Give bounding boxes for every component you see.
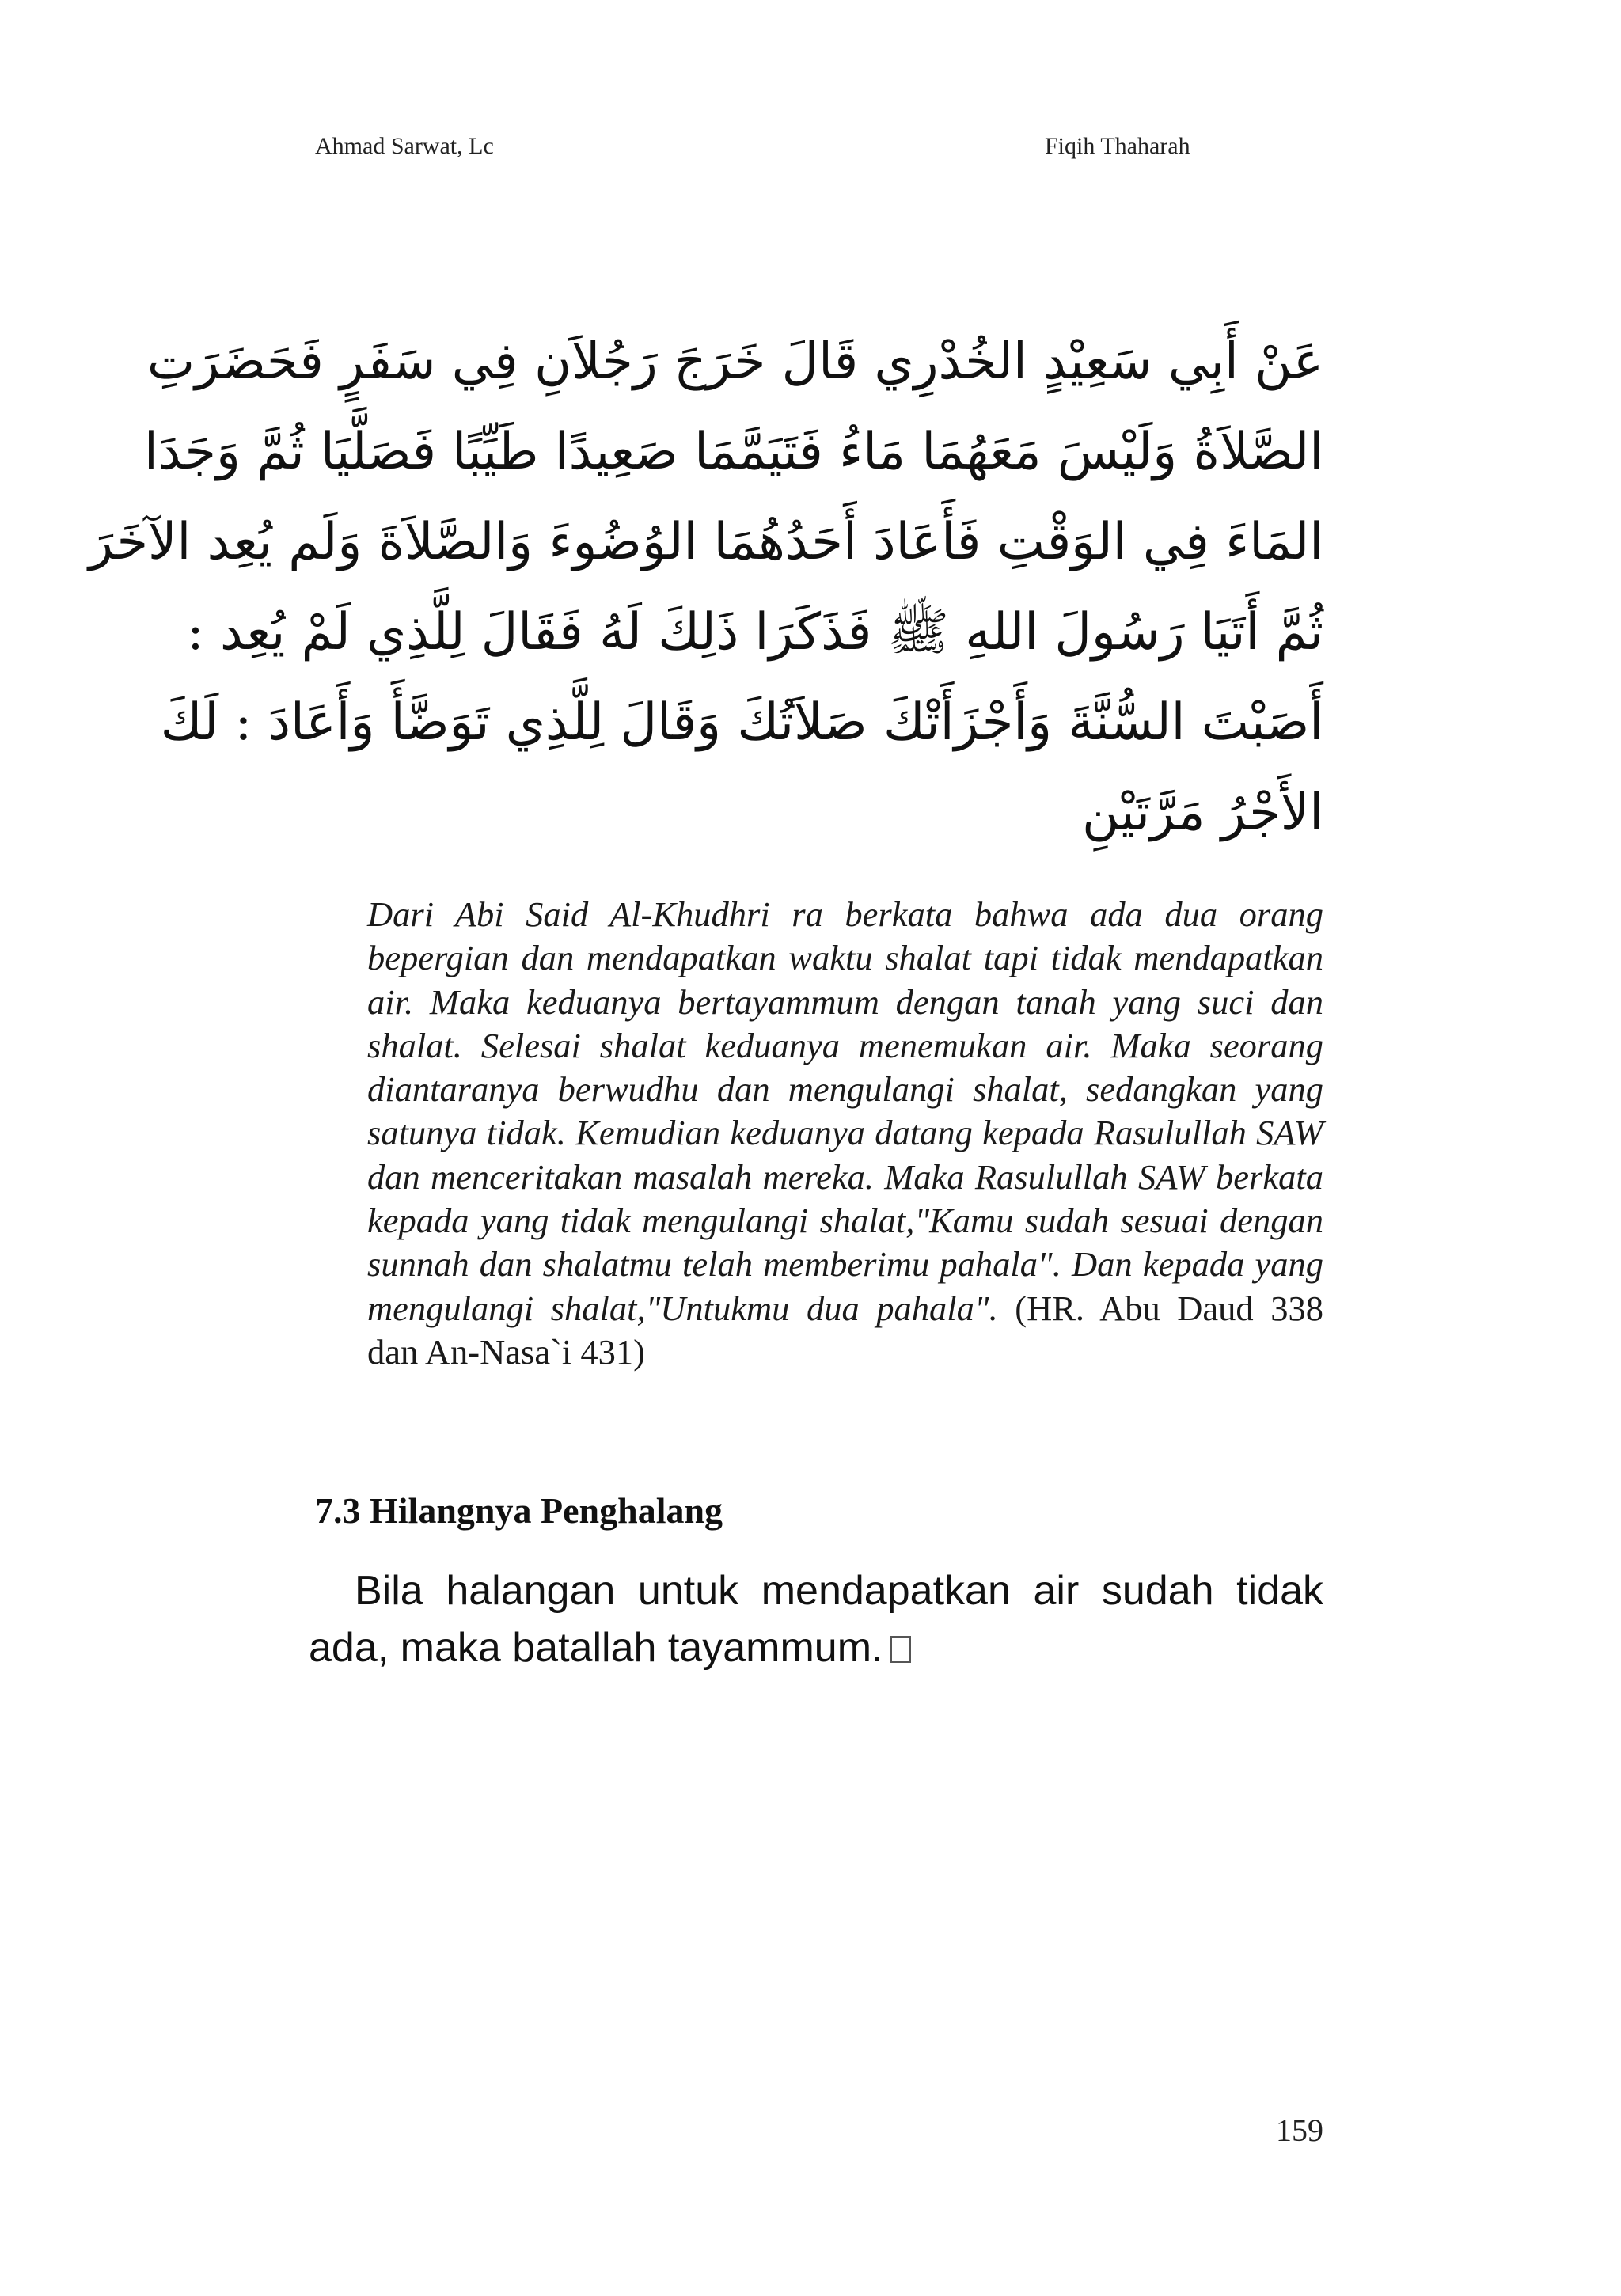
- paragraph-text: Bila halangan untuk mendapatkan air sudah tidak ada, maka batallah tayammum.: [309, 1568, 1323, 1671]
- running-header-author: Ahmad Sarwat, Lc: [315, 133, 494, 159]
- hadith-reference: (HR. Abu Daud 338 dan An-Nasa`i 431): [367, 1288, 1323, 1372]
- hadith-translation: [367, 893, 1323, 1374]
- hadith-arabic-text: [89, 317, 1323, 858]
- arabic-line: الصَّلاَةُ وَلَيْسَ مَعَهُمَا مَاءُ فَتَيَمَّمَا صَعِيدًا طَيِّبًا فَصَلَّيَا ثُمَّ وَجَدَا: [144, 423, 1323, 481]
- arabic-line: أَصَبْتَ السُّنَّةَ وَأَجْزَأَتْكَ صَلاَتُكَ وَقَالَ لِلَّذِي تَوَضَّأَ وَأَعَادَ : لَكَ: [160, 693, 1323, 752]
- arabic-line: الأَجْرُ مَرَّتَيْنِ: [1082, 784, 1323, 842]
- page-number: 159: [1276, 2112, 1323, 2148]
- end-of-section-icon: [890, 1636, 911, 1663]
- arabic-line: عَنْ أَبِي سَعِيْدٍ الخُدْرِي قَالَ خَرَجَ رَجُلاَنِ فِي سَفَرٍ فَحَضَرَتِ: [146, 332, 1323, 391]
- running-header-book-title: Fiqih Thaharah: [1045, 133, 1190, 159]
- section-heading: 7.3 Hilangnya Penghalang: [315, 1490, 723, 1531]
- arabic-line: المَاءَ فِي الوَقْتِ فَأَعَادَ أَحَدُهُمَا الوُضُوءَ وَالصَّلاَةَ وَلَم يُعِد الآخَرَ: [89, 513, 1323, 571]
- body-paragraph: [309, 1562, 1323, 1676]
- arabic-line: ثُمَّ أَتَيَا رَسُولَ اللهِ ﷺ فَذَكَرَا ذَلِكَ لَهُ فَقَالَ لِلَّذِي لَمْ يُعِد :: [187, 603, 1323, 662]
- translation-text: Dari Abi Said Al-Khudhri ra berkata bahwa ada dua orang bepergian dan mendapatkan waktu shalat tapi tidak mendapatkan air. Maka keduanya bertayammum dengan tanah yang suci dan shalat. Selesai shalat keduanya menemukan air. Maka seorang diantaranya berwudhu dan mengulangi shalat, sedangkan yang satunya tidak. Kemudian keduanya datang kepada Rasulullah SAW dan menceritakan masalah mereka. Maka Rasulullah SAW berkata kepada yang tidak mengulangi shalat,"Kamu sudah sesuai dengan sunnah dan shalatmu telah memberimu pahala". Dan kepada yang mengulangi shalat,"Untukmu dua pahala".: [367, 894, 1323, 1328]
